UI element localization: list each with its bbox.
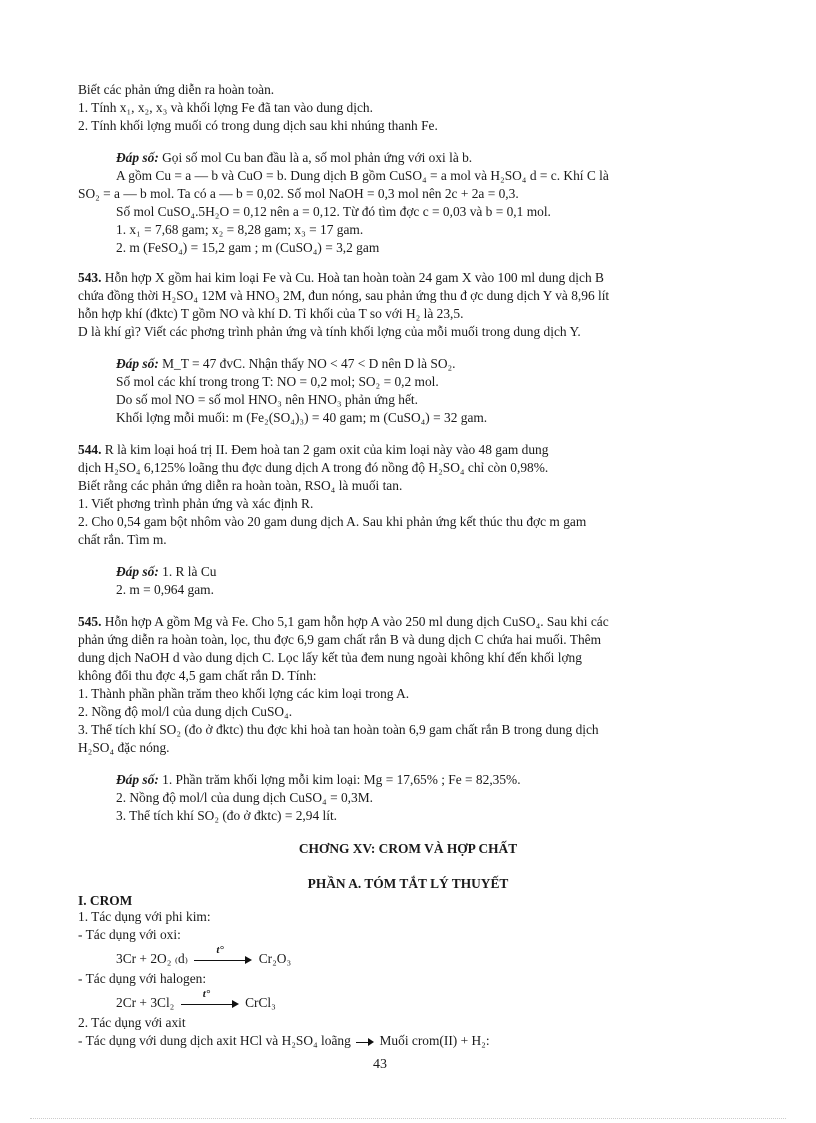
problem-number: 543. (78, 270, 102, 285)
line-text: Biết các phản ứng diễn ra hoàn toàn. (78, 82, 275, 97)
text-line (78, 703, 292, 720)
equation-left: 3Cr + 2O₂ ₍d₎ (116, 951, 188, 966)
text-line (78, 185, 519, 202)
text-line (78, 495, 313, 512)
equation-halogen (116, 987, 276, 1011)
section-title: PHẦN A. TÓM TẮT LÝ THUYẾT (307, 876, 509, 891)
text-line (78, 721, 599, 738)
problem-line (78, 613, 609, 630)
line-text: R là kim loại hoá trị II. Đem hoà tan 2 gam oxit của kim loại này vào 48 gam dung (104, 442, 549, 457)
line-text: 1. Phần trăm khối lợng mỗi kim loại: Mg = 17,65% ; Fe = 82,35%. (162, 772, 521, 787)
line-text: SO₂ = a — b mol. Ta có a — b = 0,02. Số mol NaOH = 0,3 mol nên 2c + 2a = 0,3. (78, 186, 519, 201)
problem-line (78, 441, 548, 458)
line-text: 3. Thể tích khí SO₂ (đo ở đktc) = 2,94 lít. (116, 808, 338, 823)
text-line (116, 239, 379, 256)
line-text: Do số mol NO = số mol HNO₃ nên HNO₃ phản ứng hết. (116, 392, 418, 407)
text-line (116, 373, 439, 390)
problem-number: 544. (78, 442, 102, 457)
text-line (78, 117, 438, 134)
text-line (116, 221, 363, 238)
line-text: 1. Viết phơng trình phản ứng và xác định R. (78, 496, 314, 511)
equation-condition: t° (202, 987, 211, 1000)
line-text: phản ứng diễn ra hoàn toàn, lọc, thu đợc 6,9 gam chất rắn B và dung dịch C chứa hai muối. Thêm (78, 632, 601, 647)
page-number: 43 (373, 1057, 387, 1072)
line-text: không đổi thu đợc 4,5 gam chất rắn D. Tính: (78, 668, 317, 683)
line-text: 3. Thể tích khí SO₂ (đo ở đktc) thu đợc khi hoà tan hoàn toàn 6,9 gam chất rắn B trong dung dịch (78, 722, 599, 737)
reaction-arrow-icon (181, 987, 239, 1010)
line-text: Số mol các khí trong trong T: NO = 0,2 mol; SO₂ = 0,2 mol. (116, 374, 439, 389)
line-text: Gọi số mol Cu ban đầu là a, số mol phản ứng với oxi là b. (162, 150, 473, 165)
line-text: 1. x₁ = 7,68 gam; x₂ = 8,28 gam; x₃ = 17 gam. (116, 222, 364, 237)
chapter-title: CHƠNG XV: CROM VÀ HỢP CHẤT (298, 841, 518, 856)
equation-condition: t° (216, 943, 224, 956)
text-line (116, 167, 609, 184)
arrow-icon (356, 1037, 374, 1047)
equation-right: CrCl₃ (245, 995, 276, 1010)
line-text: 2. Nồng độ mol/l của dung dịch CuSO₄ = 0,3M. (116, 790, 373, 805)
text-line (78, 667, 317, 684)
answer-label: Đáp số: (116, 356, 159, 371)
text-line (116, 391, 418, 408)
text-line (116, 203, 551, 220)
line-text: Khối lợng mỗi muối: m (Fe₂(SO₄)₃) = 40 gam; m (CuSO₄) = 32 gam. (116, 410, 488, 425)
answer-line (116, 149, 472, 166)
problem-number: 545. (78, 614, 102, 629)
subheading: I. CROM (78, 893, 133, 908)
answer-line (116, 771, 521, 788)
text-line (78, 323, 581, 340)
text-line (78, 99, 373, 116)
line-text: D là khí gì? Viết các phơng trình phản ứng và tính khối lợng của mỗi muối trong dung dịch Y. (78, 324, 581, 339)
equation-oxi (116, 943, 292, 967)
answer-label: Đáp số: (116, 772, 159, 787)
theory-line: - Tác dụng với oxi: (78, 927, 181, 942)
line-text: Số mol CuSO₄.5H₂O = 0,12 nên a = 0,12. Từ đó tìm đợc c = 0,03 và b = 0,1 mol. (116, 204, 551, 219)
text-line (78, 459, 548, 476)
line-text: Biết rằng các phản ứng diễn ra hoàn toàn, RSO₄ là muối tan. (78, 478, 403, 493)
line-text: hỗn hợp khí (đktc) T gồm NO và khí D. Tỉ khối của T so với H₂ là 23,5. (78, 306, 464, 321)
line-text: A gồm Cu = a — b và CuO = b. Dung dịch B gồm CuSO₄ = a mol và H₂SO₄ d = c. Khí C là (116, 168, 609, 183)
answer-line (116, 563, 216, 580)
equation-left: 2Cr + 3Cl₂ (116, 995, 175, 1010)
text-line (78, 305, 463, 322)
line-text: 1. Thành phần phần trăm theo khối lợng các kim loại trong A. (78, 686, 410, 701)
problem-line (78, 269, 604, 286)
theory-line: 2. Tác dụng với axit (78, 1015, 186, 1030)
text-line (78, 531, 167, 548)
line-text: 2. m = 0,964 gam. (116, 582, 214, 597)
theory-line: - Tác dụng với halogen: (78, 971, 207, 986)
line-text: 1. R là Cu (162, 564, 217, 579)
theory-line-text: - Tác dụng với dung dịch axit HCl và H₂SO₄ loãng (78, 1033, 351, 1048)
text-line (116, 409, 487, 426)
theory-line (78, 1032, 490, 1049)
line-text: 2. Tính khối lợng muối có trong dung dịch sau khi nhúng thanh Fe. (78, 118, 438, 133)
line-text: H₂SO₄ đặc nóng. (78, 740, 170, 755)
line-text: 1. Tính x₁, x₂, x₃ và khối lợng Fe đã tan vào dung dịch. (78, 100, 373, 115)
line-text: M_T = 47 đvC. Nhận thấy NO < 47 < D nên D là SO₂. (162, 356, 456, 371)
text-line (116, 807, 337, 824)
line-text: dung dịch NaOH d vào dung dịch C. Lọc lấy kết tủa đem nung ngoài không khí đến khối lợng (78, 650, 582, 665)
answer-label: Đáp số: (116, 150, 159, 165)
theory-line-text: Muối crom(II) + H₂: (379, 1033, 490, 1048)
line-text: dịch H₂SO₄ 6,125% loãng thu đợc dung dịch A trong đó nồng độ H₂SO₄ chỉ còn 0,98%. (78, 460, 549, 475)
line-text: 2. Cho 0,54 gam bột nhôm vào 20 gam dung dịch A. Sau khi phản ứng kết thúc thu đợc m gam (78, 514, 587, 529)
text-line (78, 477, 402, 494)
line-text: chứa đồng thời H₂SO₄ 12M và HNO₃ 2M, đun nóng, sau phản ứng thu đ ợc dung dịch Y và 8,96 lít (78, 288, 610, 303)
text-line (78, 685, 409, 702)
text-line (78, 649, 582, 666)
answer-line (116, 355, 456, 372)
text-line (116, 789, 373, 806)
line-text: Hỗn hợp X gồm hai kim loại Fe và Cu. Hoà tan hoàn toàn 24 gam X vào 100 ml dung dịch B (104, 270, 604, 285)
text-line (78, 287, 609, 304)
text-line (78, 739, 170, 756)
line-text: 2. m (FeSO₄) = 15,2 gam ; m (CuSO₄) = 3,2 gam (116, 240, 380, 255)
line-text: chất rắn. Tìm m. (78, 532, 167, 547)
line-text: 2. Nồng độ mol/l của dung dịch CuSO₄. (78, 704, 293, 719)
line-text: Hỗn hợp A gồm Mg và Fe. Cho 5,1 gam hỗn hợp A vào 250 ml dung dịch CuSO₄. Sau khi các (104, 614, 609, 629)
footer-divider (30, 1118, 786, 1119)
text-line (78, 81, 274, 98)
reaction-arrow-icon (194, 943, 252, 966)
equation-right: Cr₂O₃ (258, 951, 292, 966)
text-line (78, 513, 586, 530)
text-line (78, 631, 601, 648)
answer-label: Đáp số: (116, 564, 159, 579)
text-line (116, 581, 214, 598)
theory-line: 1. Tác dụng với phi kim: (78, 909, 211, 924)
